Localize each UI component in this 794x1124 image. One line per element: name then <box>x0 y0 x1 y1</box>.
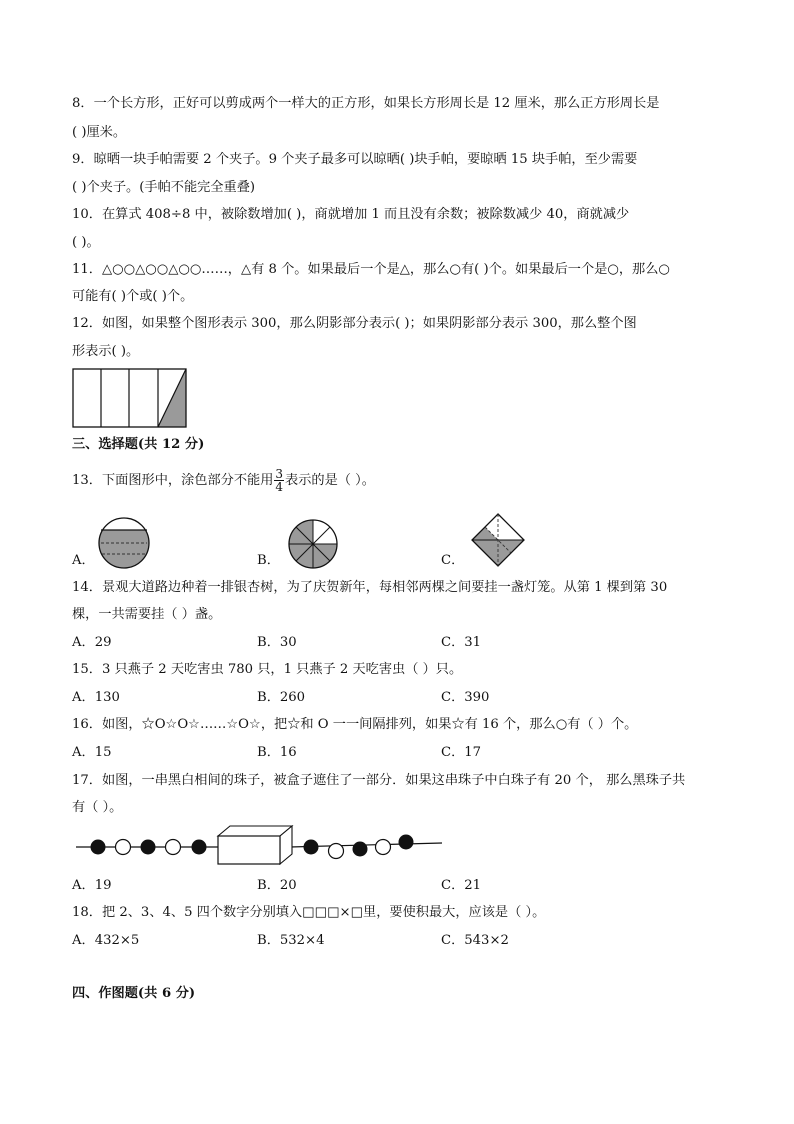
q13-suffix: 表示的是（ ）。 <box>285 473 375 488</box>
q12-line2: 形表示( )。 <box>72 344 140 359</box>
bead-black <box>304 840 319 855</box>
q13-option-b: B． <box>257 553 280 568</box>
q18-option-c: C．543×2 <box>441 933 509 948</box>
q18-option-b: B．532×4 <box>257 933 325 948</box>
q11-line2: 可能有( )个或( )个。 <box>72 289 194 304</box>
bead-white <box>329 844 344 859</box>
section4-title: 四、作图题(共 6 分) <box>72 986 196 1001</box>
q16-option-a: A．15 <box>72 745 112 760</box>
bead-white <box>116 840 131 855</box>
q15-option-a: A．130 <box>72 690 120 705</box>
q13-option-a: A． <box>72 553 95 568</box>
bead-white <box>376 840 391 855</box>
q13-option-c: C． <box>441 553 465 568</box>
frac-num: 3 <box>275 467 284 481</box>
q14-option-a: A．29 <box>72 635 112 650</box>
q14-option-b: B．30 <box>257 635 297 650</box>
q17-option-a: A．19 <box>72 878 112 893</box>
q18-option-a: A．432×5 <box>72 933 140 948</box>
q15-option-c: C．390 <box>441 690 490 705</box>
bead-black <box>192 840 207 855</box>
bead-white <box>166 840 181 855</box>
frac-den: 4 <box>275 480 284 494</box>
q8-line2: ( )厘米。 <box>72 125 127 140</box>
q13-figure-b <box>287 518 339 570</box>
cover-box <box>218 826 292 864</box>
bead-black <box>141 840 156 855</box>
q8-line1: 8．一个长方形，正好可以剪成两个一样大的正方形，如果长方形周长是 12 厘米，那么正方形周长是 <box>72 96 660 111</box>
q14-option-c: C．31 <box>441 635 482 650</box>
q13-figure-c <box>470 512 526 568</box>
q13-line1 <box>72 468 375 493</box>
q13-figure-a <box>97 516 151 570</box>
q17-bead-figure <box>72 822 447 864</box>
q11-line1: 11．△○○△○○△○○……，△有 8 个。如果最后一个是△，那么○有( )个。如果最后一个是○，那么○ <box>72 262 670 277</box>
q14-line2: 棵，一共需要挂（ ）盏。 <box>72 607 222 622</box>
q16-option-b: B．16 <box>257 745 297 760</box>
q17-option-b: B．20 <box>257 878 297 893</box>
q12-line1: 12．如图，如果整个图形表示 300，那么阴影部分表示( )；如果阴影部分表示 300，那么整个图 <box>72 316 637 331</box>
section3-title: 三、选择题(共 12 分) <box>72 437 205 452</box>
q10-line1: 10．在算式 408÷8 中，被除数增加( )，商就增加 1 而且没有余数；被除数减少 40，商就减少 <box>72 207 630 222</box>
q17-line2: 有（ ）。 <box>72 800 123 815</box>
q10-line2: ( )。 <box>72 235 100 250</box>
bead-black <box>353 842 368 857</box>
q12-figure <box>72 368 187 428</box>
q15-line1: 15．3 只燕子 2 天吃害虫 780 只，1 只燕子 2 天吃害虫（ ）只。 <box>72 662 463 677</box>
q16-option-c: C．17 <box>441 745 482 760</box>
bead-black <box>399 835 414 850</box>
fraction-three-quarters <box>274 468 284 493</box>
q14-line1: 14．景观大道路边种着一排银杏树，为了庆贺新年，每相邻两棵之间要挂一盏灯笼。从第 1 棵到第 30 <box>72 580 668 595</box>
q17-option-c: C．21 <box>441 878 482 893</box>
q15-option-b: B．260 <box>257 690 306 705</box>
q17-line1: 17．如图，一串黑白相间的珠子，被盒子遮住了一部分．如果这串珠子中白珠子有 20 个， 那么黑珠子共 <box>72 773 686 788</box>
q13-prefix: 13．下面图形中，涂色部分不能用 <box>72 473 274 488</box>
q18-line1: 18．把 2、3、4、5 四个数字分别填入□□□×□里，要使积最大，应该是（ ）。 <box>72 905 546 920</box>
bead-black <box>91 840 106 855</box>
q9-line1: 9．晾晒一块手帕需要 2 个夹子。9 个夹子最多可以晾晒( )块手帕，要晾晒 15 块手帕，至少需要 <box>72 152 638 167</box>
q9-line2: ( )个夹子。(手帕不能完全重叠) <box>72 180 256 195</box>
q16-line1: 16．如图，☆O☆O☆……☆O☆，把☆和 O 一一间隔排列，如果☆有 16 个，那么○有（ ）个。 <box>72 717 638 732</box>
